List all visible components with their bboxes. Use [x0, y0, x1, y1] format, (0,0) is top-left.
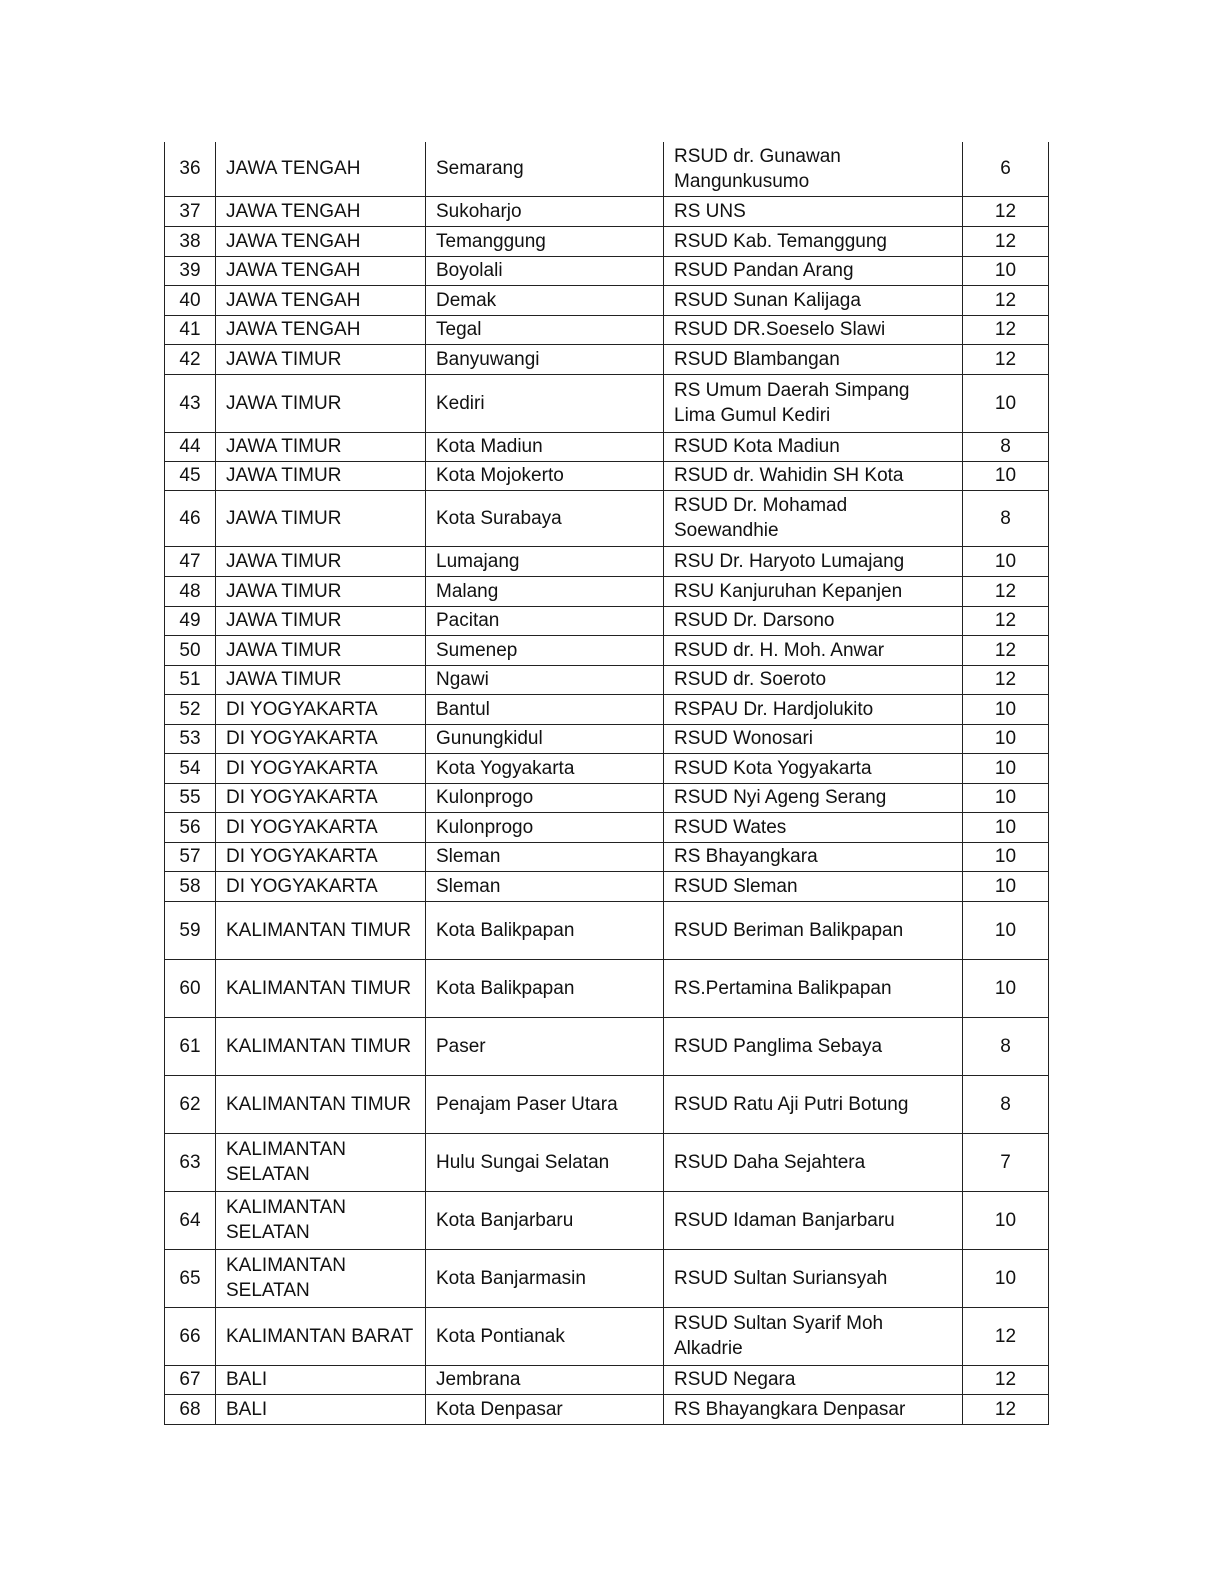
count-cell: 12 — [963, 576, 1049, 606]
province-cell: DI YOGYAKARTA — [216, 783, 426, 812]
province-cell: JAWA TIMUR — [216, 635, 426, 665]
city-cell: Ngawi — [426, 665, 664, 694]
city-cell: Kota Balikpapan — [426, 959, 664, 1017]
city-cell: Sleman — [426, 871, 664, 901]
hospital-cell: RSUD dr. Soeroto — [664, 665, 963, 694]
row-number: 38 — [165, 226, 216, 256]
hospital-cell: RSPAU Dr. Hardjolukito — [664, 694, 963, 724]
row-number: 49 — [165, 606, 216, 635]
hospital-cell: RSUD Panglima Sebaya — [664, 1017, 963, 1075]
table-row — [165, 1133, 1049, 1191]
city-cell: Kota Denpasar — [426, 1394, 664, 1424]
hospital-cell: RSUD Nyi Ageng Serang — [664, 783, 963, 812]
province-cell: JAWA TIMUR — [216, 606, 426, 635]
row-number: 53 — [165, 724, 216, 753]
province-cell: JAWA TIMUR — [216, 461, 426, 490]
city-cell: Sleman — [426, 842, 664, 871]
table-row — [165, 783, 1049, 812]
row-number: 44 — [165, 432, 216, 461]
city-cell: Boyolali — [426, 256, 664, 285]
city-cell: Jembrana — [426, 1365, 664, 1394]
row-number: 37 — [165, 196, 216, 226]
province-cell: JAWA TIMUR — [216, 576, 426, 606]
row-number: 41 — [165, 315, 216, 344]
province-cell: BALI — [216, 1365, 426, 1394]
count-cell: 10 — [963, 461, 1049, 490]
count-cell: 10 — [963, 959, 1049, 1017]
table-row — [165, 226, 1049, 256]
table-row — [165, 461, 1049, 490]
count-cell: 8 — [963, 490, 1049, 546]
hospital-cell: RSU Kanjuruhan Kepanjen — [664, 576, 963, 606]
hospital-cell: RSUD Kab. Temanggung — [664, 226, 963, 256]
count-cell: 10 — [963, 783, 1049, 812]
table-row — [165, 196, 1049, 226]
city-cell: Kota Madiun — [426, 432, 664, 461]
hospital-cell: RSUD Sultan Syarif Moh Alkadrie — [664, 1307, 963, 1365]
row-number: 65 — [165, 1249, 216, 1307]
table-row — [165, 724, 1049, 753]
row-number: 54 — [165, 753, 216, 783]
hospital-cell: RSUD Ratu Aji Putri Botung — [664, 1075, 963, 1133]
count-cell: 10 — [963, 901, 1049, 959]
table-row — [165, 1191, 1049, 1249]
table-row — [165, 256, 1049, 285]
row-number: 61 — [165, 1017, 216, 1075]
city-cell: Kota Balikpapan — [426, 901, 664, 959]
hospital-cell: RSUD Idaman Banjarbaru — [664, 1191, 963, 1249]
row-number: 66 — [165, 1307, 216, 1365]
table-row — [165, 285, 1049, 315]
table-row — [165, 753, 1049, 783]
hospital-cell: RS.Pertamina Balikpapan — [664, 959, 963, 1017]
province-cell: DI YOGYAKARTA — [216, 694, 426, 724]
count-cell: 12 — [963, 1365, 1049, 1394]
row-number: 59 — [165, 901, 216, 959]
hospital-cell: RSUD dr. Gunawan Mangunkusumo — [664, 142, 963, 196]
city-cell: Tegal — [426, 315, 664, 344]
count-cell: 12 — [963, 1394, 1049, 1424]
province-cell: KALIMANTAN TIMUR — [216, 959, 426, 1017]
count-cell: 12 — [963, 315, 1049, 344]
row-number: 57 — [165, 842, 216, 871]
city-cell: Banyuwangi — [426, 344, 664, 374]
hospital-cell: RS Bhayangkara Denpasar — [664, 1394, 963, 1424]
table-row — [165, 344, 1049, 374]
province-cell: DI YOGYAKARTA — [216, 812, 426, 842]
hospital-cell: RSUD Beriman Balikpapan — [664, 901, 963, 959]
province-cell: JAWA TIMUR — [216, 432, 426, 461]
city-cell: Kediri — [426, 374, 664, 432]
row-number: 68 — [165, 1394, 216, 1424]
count-cell: 12 — [963, 1307, 1049, 1365]
table-row — [165, 871, 1049, 901]
hospital-cell: RSUD Blambangan — [664, 344, 963, 374]
row-number: 63 — [165, 1133, 216, 1191]
province-cell: KALIMANTAN BARAT — [216, 1307, 426, 1365]
table-row — [165, 1075, 1049, 1133]
hospital-cell: RSUD Kota Madiun — [664, 432, 963, 461]
table-row — [165, 694, 1049, 724]
row-number: 46 — [165, 490, 216, 546]
table-row — [165, 1394, 1049, 1424]
hospital-cell: RSUD Wonosari — [664, 724, 963, 753]
province-cell: DI YOGYAKARTA — [216, 724, 426, 753]
table-row — [165, 812, 1049, 842]
row-number: 45 — [165, 461, 216, 490]
count-cell: 10 — [963, 1191, 1049, 1249]
count-cell: 10 — [963, 374, 1049, 432]
city-cell: Lumajang — [426, 546, 664, 576]
hospital-cell: RS UNS — [664, 196, 963, 226]
hospital-cell: RSUD dr. Wahidin SH Kota — [664, 461, 963, 490]
table-row — [165, 606, 1049, 635]
hospital-cell: RSUD Sunan Kalijaga — [664, 285, 963, 315]
province-cell: JAWA TENGAH — [216, 196, 426, 226]
province-cell: JAWA TENGAH — [216, 226, 426, 256]
table-row — [165, 1249, 1049, 1307]
count-cell: 12 — [963, 635, 1049, 665]
city-cell: Bantul — [426, 694, 664, 724]
table-row — [165, 842, 1049, 871]
row-number: 55 — [165, 783, 216, 812]
count-cell: 12 — [963, 226, 1049, 256]
province-cell: DI YOGYAKARTA — [216, 871, 426, 901]
city-cell: Kota Surabaya — [426, 490, 664, 546]
province-cell: KALIMANTAN TIMUR — [216, 1075, 426, 1133]
province-cell: KALIMANTAN SELATAN — [216, 1249, 426, 1307]
count-cell: 12 — [963, 285, 1049, 315]
city-cell: Sukoharjo — [426, 196, 664, 226]
table-row — [165, 1017, 1049, 1075]
table-row — [165, 665, 1049, 694]
city-cell: Paser — [426, 1017, 664, 1075]
city-cell: Kota Banjarbaru — [426, 1191, 664, 1249]
city-cell: Penajam Paser Utara — [426, 1075, 664, 1133]
row-number: 51 — [165, 665, 216, 694]
count-cell: 10 — [963, 753, 1049, 783]
row-number: 43 — [165, 374, 216, 432]
count-cell: 10 — [963, 1249, 1049, 1307]
hospital-cell: RS Umum Daerah Simpang Lima Gumul Kediri — [664, 374, 963, 432]
city-cell: Kota Mojokerto — [426, 461, 664, 490]
table-row — [165, 490, 1049, 546]
hospital-cell: RSUD Sleman — [664, 871, 963, 901]
city-cell: Kota Banjarmasin — [426, 1249, 664, 1307]
table-row — [165, 546, 1049, 576]
province-cell: JAWA TENGAH — [216, 315, 426, 344]
province-cell: JAWA TIMUR — [216, 374, 426, 432]
province-cell: JAWA TENGAH — [216, 256, 426, 285]
province-cell: JAWA TIMUR — [216, 344, 426, 374]
hospital-cell: RSUD Dr. Darsono — [664, 606, 963, 635]
row-number: 36 — [165, 142, 216, 196]
count-cell: 10 — [963, 871, 1049, 901]
city-cell: Kulonprogo — [426, 783, 664, 812]
table-body — [165, 142, 1049, 1424]
table-row — [165, 1307, 1049, 1365]
province-cell: JAWA TIMUR — [216, 665, 426, 694]
table-row — [165, 635, 1049, 665]
province-cell: JAWA TENGAH — [216, 142, 426, 196]
count-cell: 12 — [963, 665, 1049, 694]
city-cell: Pacitan — [426, 606, 664, 635]
hospital-cell: RSUD Dr. Mohamad Soewandhie — [664, 490, 963, 546]
province-cell: KALIMANTAN TIMUR — [216, 901, 426, 959]
count-cell: 8 — [963, 1017, 1049, 1075]
city-cell: Gunungkidul — [426, 724, 664, 753]
province-cell: KALIMANTAN TIMUR — [216, 1017, 426, 1075]
province-cell: JAWA TIMUR — [216, 546, 426, 576]
table-row — [165, 315, 1049, 344]
row-number: 39 — [165, 256, 216, 285]
province-cell: DI YOGYAKARTA — [216, 842, 426, 871]
hospital-cell: RSUD Kota Yogyakarta — [664, 753, 963, 783]
city-cell: Malang — [426, 576, 664, 606]
row-number: 56 — [165, 812, 216, 842]
count-cell: 8 — [963, 432, 1049, 461]
count-cell: 10 — [963, 256, 1049, 285]
table-row — [165, 1365, 1049, 1394]
province-cell: JAWA TENGAH — [216, 285, 426, 315]
hospital-cell: RSUD Wates — [664, 812, 963, 842]
city-cell: Kota Yogyakarta — [426, 753, 664, 783]
count-cell: 8 — [963, 1075, 1049, 1133]
row-number: 58 — [165, 871, 216, 901]
row-number: 67 — [165, 1365, 216, 1394]
province-cell: BALI — [216, 1394, 426, 1424]
province-cell: KALIMANTAN SELATAN — [216, 1191, 426, 1249]
count-cell: 10 — [963, 546, 1049, 576]
count-cell: 12 — [963, 606, 1049, 635]
row-number: 52 — [165, 694, 216, 724]
table-row — [165, 959, 1049, 1017]
row-number: 62 — [165, 1075, 216, 1133]
table-row — [165, 901, 1049, 959]
count-cell: 12 — [963, 344, 1049, 374]
hospital-cell: RSUD Negara — [664, 1365, 963, 1394]
count-cell: 6 — [963, 142, 1049, 196]
province-cell: KALIMANTAN SELATAN — [216, 1133, 426, 1191]
hospital-table — [164, 142, 1049, 1425]
table-row — [165, 576, 1049, 606]
count-cell: 10 — [963, 724, 1049, 753]
row-number: 40 — [165, 285, 216, 315]
table-row — [165, 142, 1049, 196]
city-cell: Kulonprogo — [426, 812, 664, 842]
city-cell: Kota Pontianak — [426, 1307, 664, 1365]
hospital-cell: RSUD dr. H. Moh. Anwar — [664, 635, 963, 665]
city-cell: Sumenep — [426, 635, 664, 665]
city-cell: Semarang — [426, 142, 664, 196]
row-number: 47 — [165, 546, 216, 576]
row-number: 64 — [165, 1191, 216, 1249]
hospital-cell: RSUD Pandan Arang — [664, 256, 963, 285]
table-row — [165, 374, 1049, 432]
city-cell: Temanggung — [426, 226, 664, 256]
table-row — [165, 432, 1049, 461]
count-cell: 10 — [963, 694, 1049, 724]
row-number: 60 — [165, 959, 216, 1017]
count-cell: 10 — [963, 842, 1049, 871]
row-number: 50 — [165, 635, 216, 665]
city-cell: Hulu Sungai Selatan — [426, 1133, 664, 1191]
row-number: 48 — [165, 576, 216, 606]
hospital-cell: RS Bhayangkara — [664, 842, 963, 871]
city-cell: Demak — [426, 285, 664, 315]
count-cell: 12 — [963, 196, 1049, 226]
hospital-cell: RSUD Daha Sejahtera — [664, 1133, 963, 1191]
hospital-cell: RSUD DR.Soeselo Slawi — [664, 315, 963, 344]
hospital-cell: RSU Dr. Haryoto Lumajang — [664, 546, 963, 576]
count-cell: 10 — [963, 812, 1049, 842]
row-number: 42 — [165, 344, 216, 374]
hospital-cell: RSUD Sultan Suriansyah — [664, 1249, 963, 1307]
province-cell: JAWA TIMUR — [216, 490, 426, 546]
count-cell: 7 — [963, 1133, 1049, 1191]
province-cell: DI YOGYAKARTA — [216, 753, 426, 783]
